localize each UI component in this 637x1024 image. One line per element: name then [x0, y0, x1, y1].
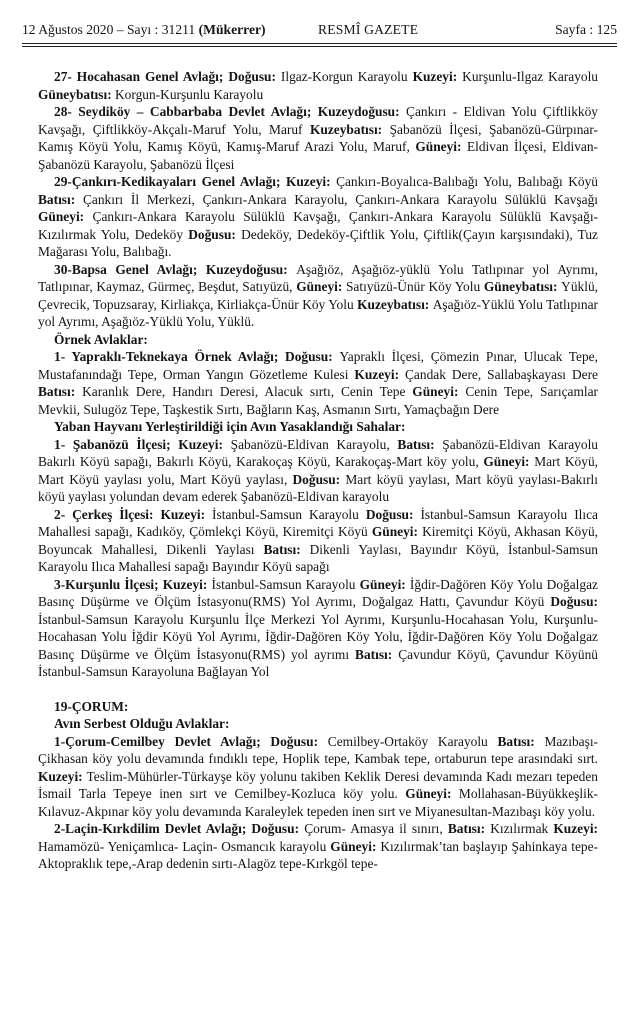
text-run: Karanlık Dere, Handırı Deresi, Alacuk sırtı, Cenin Tepe — [82, 384, 413, 399]
page-number: Sayfa : 125 — [555, 22, 617, 37]
page-header — [22, 20, 617, 44]
bold-label: Batısı: — [38, 384, 83, 399]
text-run: Hamamözü- Yeniçamlıca- Laçin- Osmancık karayolu — [38, 838, 331, 854]
section-heading: Yaban Hayvanı Yerleştirildiği için Avın Yasaklandığı Sahalar: — [54, 419, 406, 434]
text-run: Ilgaz-Korgun Karayolu — [280, 69, 413, 84]
text-run: Eldivan İlçesi, Eldivan-Şabanözü Karayolu, Şabanözü İlçesi — [38, 139, 598, 172]
bold-label: 1- Şabanözü İlçesi; Kuzeyi: — [54, 436, 231, 452]
text-run: Kurşunlu-Ilgaz Karayolu — [462, 69, 599, 84]
mukerrer-label: (Mükerrer) — [198, 22, 266, 37]
text-run: Şabanözü-Eldivan Karayolu Bakırlı Köyü sapağı, Bakırlı Köyü, Karakoçaş Köyü, Karakoçaş-Mart köy yolu, — [38, 436, 598, 469]
bold-label: 2-Laçin-Kırkdilim Devlet Avlağı; Doğusu: — [54, 821, 305, 836]
paragraph — [38, 506, 598, 576]
bold-label: Doğusu: — [550, 594, 598, 609]
text-run: Mart Köyü, Mart Köyü yaylası yolu, Mart Köyü yaylası, — [38, 454, 598, 487]
bold-label: Batısı: — [497, 733, 545, 749]
text-run: Teslim-Mühürler-Türkayşe köy yolunu takiben Keklik Deresi devamında Kadı mezarı tepeden İsmail Tarla Tepeye inen sırt ve Cemilbey-Kozluca köy yolu. — [38, 768, 598, 801]
bold-label: Kuzeyi: — [354, 366, 405, 382]
issue-date-number: 12 Ağustos 2020 – Sayı : 31211 — [22, 22, 199, 37]
paragraph — [38, 103, 598, 173]
bold-label: 28- Seydiköy – Cabbarbaba Devlet Avlağı; Kuzeydoğusu: — [54, 104, 407, 119]
bold-label: Doğusu: — [188, 226, 242, 242]
text-run: Çandak Dere, Sallabaşkayası Dere — [405, 366, 598, 382]
paragraph — [38, 820, 598, 873]
text-run: Mazıbaşı-Çikhasan köy yolu devamında fındıklı tepe, Hoplik tepe, Kambak tepe, ortaburun tepe arasındaki sırt. — [38, 733, 598, 766]
bold-label: Kuzeybatısı: — [357, 296, 433, 312]
document-body — [38, 68, 598, 873]
paragraph — [38, 348, 598, 418]
bold-label: 1-Çorum-Cemilbey Devlet Avlağı; Doğusu: — [54, 733, 328, 749]
bold-label: Batısı: — [355, 646, 399, 662]
text-run: Kızılırmak — [490, 821, 554, 836]
text-run: İstanbul-Samsun Karayolu Kurşunlu İlçe Merkezi Yol Ayrımı, Kurşunlu-Hocahasan Yolu, Kurşunlu-Hocahasan Yolu İğdir Köyü Yol Ayrımı, İğdir-Dağören Köy Yolu, İğdir-Dağören Köy Yolu Doğalgaz Basınç Düşürme ve Ölçüm İstasyonu(RMS) yol ayrımı — [38, 611, 598, 662]
bold-label: 27- Hocahasan Genel Avlağı; Doğusu: — [54, 69, 281, 84]
text-run: İstanbul-Samsun Karayolu — [212, 506, 366, 522]
bold-label: Güneybatısı: — [483, 279, 562, 294]
text-run: Mollahasan-Büyükkeşlik-Kılavuz-Akpınar köy yolu devamında Karaleylek tepeden inen sırt ve Miyanesultan-Mazıbaşı köy yolu. — [38, 786, 598, 819]
bold-label: 30-Bapsa Genel Avlağı; Kuzeydoğusu: — [54, 261, 297, 277]
text-run: İğdir-Dağören Köy Yolu Doğalgaz Basınç Düşürme ve Ölçüm İstasyonu(RMS) Yol Ayrımı, Doğalgaz Hattı, Çavundur Köyü — [38, 576, 598, 609]
text-run: İstanbul-Samsun Karayolu Ilıca Mahallesi sapağı, Kadıköy, Çömlekçi Köyü, Kiremitçi Köyü — [38, 506, 598, 539]
bold-label: Batısı: — [447, 821, 491, 836]
header-rule-secondary — [22, 46, 617, 47]
bold-label: Güneyi: — [371, 524, 423, 539]
text-run: Çankırı İl Merkezi, Çankırı-Ankara Karayolu, Çankırı-Ankara Karayolu Sülüklü Kavşağı — [82, 191, 598, 207]
text-run: Çankırı-Boyalıca-Balıbağı Yolu, Balıbağı Köyü — [336, 174, 598, 189]
bold-label: Kuzeyi: — [412, 69, 463, 84]
bold-label: Güneyi: — [405, 786, 459, 801]
bold-label: 2- Çerkeş İlçesi: Kuzeyi: — [54, 506, 213, 522]
bold-label: 29-Çankırı-Kedikayaları Genel Avlağı; Kuzeyi: — [54, 174, 337, 189]
text-run: Çankırı-Ankara Karayolu Sülüklü Kavşağı, Çankırı-Ankara Karayolu Sülüklü Kavşağı-Kızılırmak Yolu, Dedeköy — [38, 209, 599, 242]
text-run: Çankırı - Eldivan Yolu Çiftlikköy Kavşağı, Çiftlikköy-Akçalı-Maruf Yolu, Maruf — [38, 104, 598, 137]
section-heading: Örnek Avlaklar: — [54, 331, 148, 347]
bold-label: Kuzeybatısı: — [309, 121, 390, 137]
text-run: Şabanözü-Eldivan Karayolu, — [230, 436, 398, 452]
bold-label: Doğusu: — [365, 506, 421, 522]
text-run: Yapraklı İlçesi, Çömezin Pınar, Ulucak Tepe, Mustafanındağı Tepe, Orman Yangın Gözetleme Kulesi — [38, 349, 598, 382]
text-run: Aşağıöz, Aşağıöz-yüklü Yolu Tatlıpınar yol Ayrımı, Tatlıpınar, Kaymaz, Gürmeç, Beşdut, Satıyüzü, — [38, 261, 598, 294]
bold-label: Güneybatısı: — [38, 86, 116, 102]
text-run: Dikenli Yaylası, Bayındır Köyü, İstanbul-Samsun Karayolu Ilıca Mahallesi sapağı Bayındır Köyü sapağı — [38, 541, 598, 574]
text-run: Çorum- Amasya il sınırı, — [304, 821, 448, 836]
bold-label: Batısı: — [263, 541, 310, 557]
bold-label: Doğusu: — [292, 471, 346, 487]
section-spacer — [38, 681, 598, 698]
bold-label: Batısı: — [38, 191, 83, 207]
bold-label: Güneyi: — [38, 209, 93, 224]
paragraph — [38, 261, 598, 331]
bold-label: Güneyi: — [483, 454, 535, 469]
paragraph — [38, 576, 598, 681]
text-run: Yüklü, Çevrecik, Topuzsaray, Kirliakça, Kirliakça-Ünür Köy Yolu — [38, 279, 598, 312]
paragraph — [38, 173, 598, 261]
bold-label: Kuzeyi: — [553, 821, 598, 836]
text-run: İstanbul-Samsun Karayolu — [211, 576, 360, 592]
bold-label: Güneyi: — [415, 139, 467, 154]
text-run: Korgun-Kurşunlu Karayolu — [115, 86, 264, 102]
text-run: Kızılırmak’tan başlayıp Şahinkaya tepe- Aktopraklık tepe,-Arap dedenin sırtı-Alagöz tepe-Kırkgöl tepe- — [38, 838, 598, 871]
bold-label: Güneyi: — [359, 576, 410, 592]
issue-info — [22, 20, 266, 40]
text-run: Çavundur Köyü, Çavundur Köyünü İstanbul-Samsun Karayoluna Bağlayan Yol — [38, 646, 598, 679]
section-heading: Avın Serbest Olduğu Avlaklar: — [54, 716, 230, 731]
paragraph — [38, 68, 598, 103]
text-run: Satıyüzü-Ünür Köy Yolu — [345, 279, 484, 294]
gazette-title: RESMÎ GAZETE — [318, 22, 419, 37]
bold-label: Güneyi: — [296, 279, 346, 294]
paragraph — [38, 733, 598, 821]
bold-label: Kuzeyi: — [38, 768, 87, 784]
bold-label: Batısı: — [397, 436, 443, 452]
text-run: Cemilbey-Ortaköy Karayolu — [327, 733, 498, 749]
section-heading: 19-ÇORUM: — [54, 698, 129, 714]
text-run: Cenin Tepe, Sarıçamlar Mevkii, Sulugöz Tepe, Taşkestik Sırtı, Bağların Kaş, Asmanın Sırtı, Yamaçbağın Dere — [38, 384, 599, 417]
text-run: Mart köyü yaylası, Mart köyü yaylası-Bakırlı köyü yaylası yolundan devam ederek Şabanözü-Eldivan karayolu — [38, 471, 598, 504]
bold-label: Güneyi: — [412, 384, 466, 399]
text-run: Kiremitçi Köyü, Akhasan Köyü, Boyuncak Mahallesi, Dikenli Yaylası — [38, 524, 598, 557]
bold-label: Güneyi: — [330, 838, 381, 854]
bold-label: 3-Kurşunlu İlçesi; Kuzeyi: — [54, 576, 212, 592]
text-run: Dedeköy, Dedeköy-Çiftlik Yolu, Çiftlik(Çayın karşısındaki), Tuz Mağarası Yolu, Balıbağı. — [38, 226, 598, 259]
text-run: Aşağıöz-Yüklü Yolu Tatlıpınar yol Ayrımı, Aşağıöz-Yüklü Yolu, Yüklü. — [38, 296, 598, 329]
bold-label: 1- Yapraklı-Teknekaya Örnek Avlağı; Doğusu: — [54, 349, 340, 364]
header-rule — [22, 43, 617, 44]
paragraph — [38, 436, 598, 506]
text-run: Şabanözü İlçesi, Şabanözü-Gürpınar-Kamış Köyü Yolu, Kamış Köyü, Kamış-Maruf Arazi Yolu, Maruf, — [38, 121, 598, 154]
